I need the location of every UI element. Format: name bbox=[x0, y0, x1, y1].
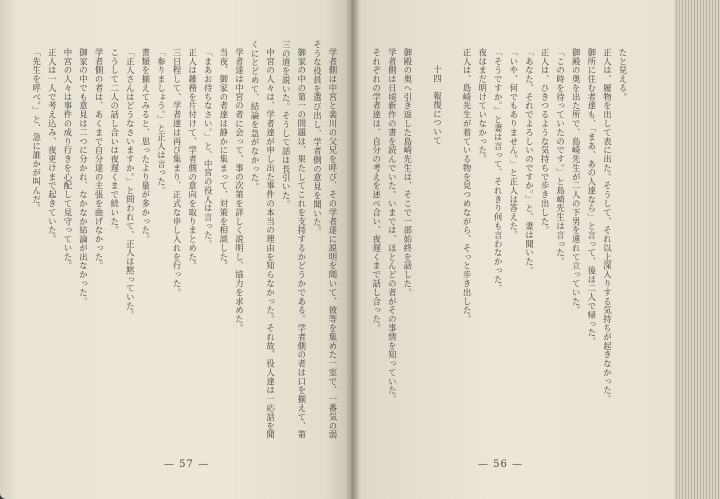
paragraph: 御家の中の第一の問題は、果たしてこれを支持するかどうかである。学者側の者は口を揃えて、第三の道を説いた。そうして話は長引いた。 bbox=[281, 40, 307, 440]
paragraph: 正人は、ひきつるような気持ちで歩き出した。 bbox=[540, 48, 551, 236]
paragraph: 学者達は中宮の者に会って、事の次第を詳しく説明し、協力を求めた。 bbox=[234, 48, 245, 333]
book-gutter bbox=[346, 0, 360, 499]
paragraph: 夜はまだ明けていなかった。 bbox=[477, 48, 488, 164]
paragraph: たと見える。 bbox=[618, 48, 628, 102]
paragraph: 学者側の者は、あくまで自分達の主張を曲げなかった。 bbox=[94, 48, 105, 271]
paragraph: 御殿の奥へ引き返した島崎先生は、そこで一部始終を話した。 bbox=[402, 48, 413, 298]
paragraph: 「参りましょう。」と正人は言った。 bbox=[156, 48, 167, 196]
paragraph: 三日程して、学者達は再び集まり、正式な申し入れを行った。 bbox=[172, 48, 183, 298]
paragraph: 正人は、履物を出して表に出た。そうして、それ以上深入りする気持ちが起きなかった。 bbox=[602, 48, 613, 404]
paragraph: 「いや、何でもありません。」と正人は答えた。 bbox=[508, 48, 519, 240]
left-page bbox=[0, 0, 352, 499]
paragraph: 書類を揃えてみると、思ったより量が多かった。 bbox=[140, 48, 151, 244]
paragraph: 御殿の奥を出た所で、島崎先生が二人の下男を連れて立っていた。 bbox=[571, 48, 582, 316]
paragraph: 当夜、御家の者達は静かに集まって、対策を相談した。 bbox=[218, 48, 229, 271]
paragraph: 「そうですか。」と妻は言って、それきり何も言わなかった。 bbox=[493, 48, 504, 294]
paragraph: 中宮の人々は、学者達が申し出た事件の本当の理由を知らなかった。それ故、役人達は一応話を聞くにとどめて、結論を急がなかった。 bbox=[250, 40, 276, 440]
page-edges bbox=[674, 0, 720, 499]
paragraph: 学者側は日頃新作の書を読んでいた。いまでは、ほとんどの者がその事情を知っていた。 bbox=[387, 48, 398, 404]
section-heading: 十四 報復について bbox=[432, 65, 443, 146]
left-page-text bbox=[22, 40, 340, 440]
paragraph: 正人は雑務を片付けて、学者側の意向を取りまとめた。 bbox=[187, 48, 198, 271]
paragraph: 「あなた、それでよろしいのですか。」と、妻は聞いた。 bbox=[524, 48, 535, 276]
paragraph: 御所に住む者達も、「まあ、あの人達なら」と言って、後は二人で帰った。 bbox=[586, 48, 597, 347]
page-number-right: — 56 — bbox=[478, 459, 524, 470]
paragraph: 中宮の人々は事件の成り行きを心配して見守っていた。 bbox=[62, 48, 73, 271]
page-number-left: — 57 — bbox=[164, 459, 210, 470]
paragraph: 学者側は中宮と裴川の父兄を呼び、その学者達に説明を聞いて、彼等を集めた一室で、一番気の弱そうな役員を選び出し、学者側の意見を聞いた。 bbox=[312, 40, 338, 440]
paragraph: こうして二人の話し合いは夜遅くまで続いた。 bbox=[109, 48, 120, 236]
paragraph: 「先生を呼べ。」と、急に誰かが叫んだ。 bbox=[31, 48, 42, 214]
paragraph: 御家の中でも意見は二つに分かれ、なかなか結論が出なかった。 bbox=[78, 48, 89, 307]
paragraph: 正人は、島崎先生が着ている物を見つめながら、そっと歩き出した。 bbox=[462, 48, 473, 324]
paragraph: 「正人さんはどうなさいますか。」と問われて、正人は黙っていた。 bbox=[125, 48, 136, 320]
paragraph: 正人は一人で考え込み、夜更けまで起きていた。 bbox=[47, 48, 58, 244]
right-page-text bbox=[368, 40, 630, 440]
paragraph: 「この時を待っていたのです。」と島崎先生は言った。 bbox=[555, 48, 566, 267]
paragraph: 「まあお待ちなさい。」と、中宮の役人は言った。 bbox=[203, 48, 214, 249]
paragraph: それぞれの学者達は、自分の考えを述べ合い、夜遅くまで話し合った。 bbox=[371, 48, 382, 333]
